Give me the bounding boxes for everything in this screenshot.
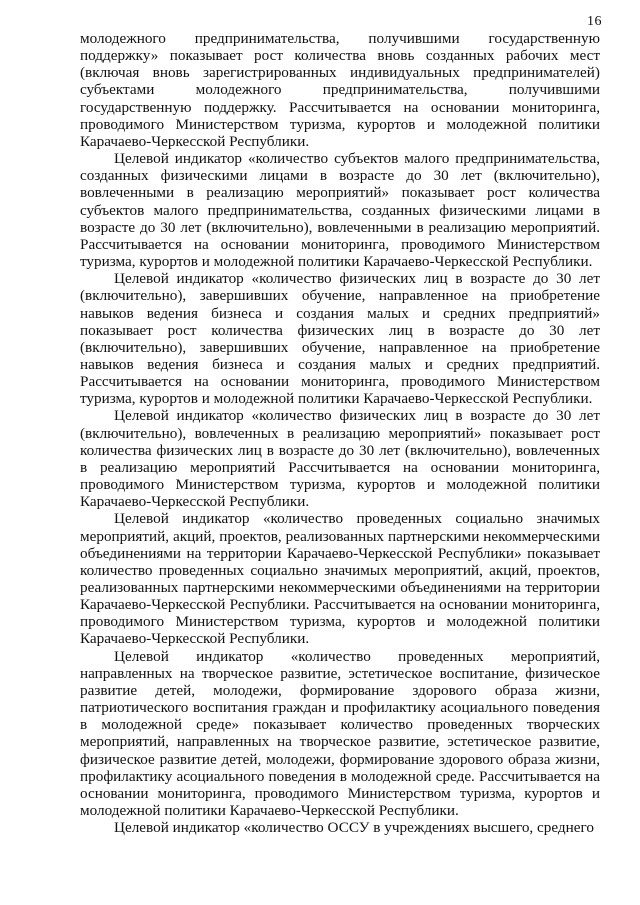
paragraph: молодежного предпринимательства, получившими государственную поддержку» показывает рост количества вновь созданных рабочих мест (включая вновь зарегистрированных индивидуальных предпринимателей) субъектами молодежного предпринимательства, получившими государственную поддержку. Рассчитывается на основании мониторинга, проводимого Министерством туризма, курортов и молодежной политики Карачаево-Черкесской Республики. — [80, 30, 600, 150]
page-number: 16 — [587, 14, 602, 29]
paragraph: Целевой индикатор «количество физических лиц в возрасте до 30 лет (включительно), вовлеченных в реализацию мероприятий» показывает рост количества физических лиц в возрасте до 30 лет (включительно), вовлеченных в реализацию мероприятий Рассчитывается на основании мониторинга, проводимого Министерством туризма, курортов и молодежной политики Карачаево-Черкесской Республики. — [80, 407, 600, 511]
paragraph: Целевой индикатор «количество физических лиц в возрасте до 30 лет (включительно), завершивших обучение, направленное на приобретение навыков ведения бизнеса и создания малых и средних предприятий» показывает рост количества физических лиц в возрасте до 30 лет (включительно), завершивших обучение, направленное на приобретение навыков ведения бизнеса и создания малых и средних предприятий. Рассчитывается на основании мониторинга, проводимого Министерством туризма, курортов и молодежной политики Карачаево-Черкесской Республики. — [80, 270, 600, 408]
paragraph: Целевой индикатор «количество ОССУ в учреждениях высшего, среднего — [114, 819, 594, 837]
paragraph: Целевой индикатор «количество субъектов малого предпринимательства, созданных физическими лицами в возрасте до 30 лет (включительно), вовлеченными в реализацию мероприятий» показывает рост количества субъектов малого предпринимательства, созданных физическими лицами в возрасте до 30 лет (включительно), вовлеченными в реализацию мероприятий. Рассчитывается на основании мониторинга, проводимого Министерством туризма, курортов и молодежной политики Карачаево-Черкесской Республики. — [80, 150, 600, 271]
document-body — [80, 30, 600, 836]
paragraph: Целевой индикатор «количество проведенных мероприятий, направленных на творческое развитие, эстетическое воспитание, физическое развитие детей, молодежи, формирование здорового образа жизни, патриотического воспитания граждан и профилактику асоциального поведения в молодежной среде» показывает количество проведенных творческих мероприятий, направленных на творческое развитие, эстетическое развитие, физическое развитие детей, молодежи, формирование здорового образа жизни, профилактику асоциального поведения в молодежной среде. Рассчитывается на основании мониторинга, проводимого Министерством туризма, курортов и молодежной политики Карачаево-Черкесской Республики. — [80, 647, 600, 820]
paragraph: Целевой индикатор «количество проведенных социально значимых мероприятий, акций, проектов, реализованных партнерскими некоммерческими объединениями на территории Карачаево-Черкесской Республики» показывает количество проведенных социально значимых мероприятий, акций, проектов, реализованных партнерскими некоммерческими объединениями на территории Карачаево-Черкесской Республики. Рассчитывается на основании мониторинга, проводимого Министерством туризма, курортов и молодежной политики Карачаево-Черкесской Республики. — [80, 510, 600, 648]
